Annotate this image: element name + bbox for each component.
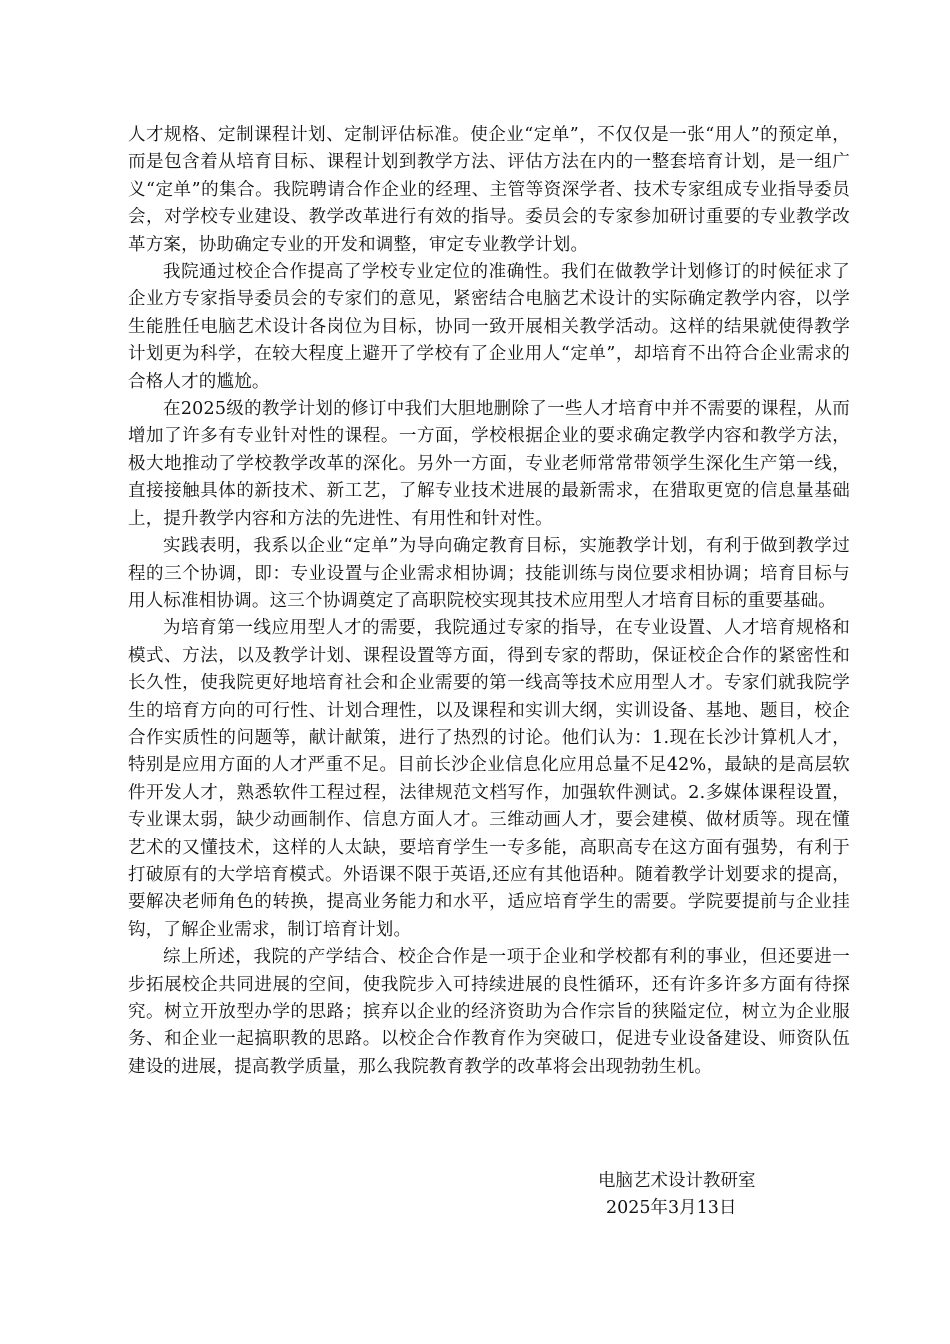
paragraph-continued: 人才规格、定制课程计划、定制评估标准。使企业“定单”，不仅仅是一张“用人”的预定单，而是包含着从培育目标、课程计划到教学方法、评估方法在内的一整套培育计划，是一组广义“定单”的集合。我院聘请合作企业的经理、主管等资深学者、技术专家组成专业指导委员会，对学校专业建设、教学改革进行有效的指导。委员会的专家参加研讨重要的专业教学改革方案，协助确定专业的开发和调整，审定专业教学计划。: [128, 125, 850, 255]
paragraph-conclusion: 综上所述，我院的产学结合、校企合作是一项于企业和学校都有利的事业，但还要进一步拓展校企共同进展的空间，使我院步入可持续进展的良性循环，还有许多许多方面有待探究。树立开放型办学的思路；摈弃以企业的经济资助为合作宗旨的狭隘定位，树立为企业服务、和企业一起搞职教的思路。以校企合作教育作为突破口，促进专业设备建设、师资队伍建设的进展，提高教学质量，那么我院教育教学的改革将会出现勃勃生机。: [128, 947, 850, 1077]
paragraph-positioning-accuracy: 我院通过校企合作提高了学校专业定位的准确性。我们在做教学计划修订的时候征求了企业方专家指导委员会的专家们的意见，紧密结合电脑艺术设计的实际确定教学内容，以学生能胜任电脑艺术设计各岗位为目标，协同一致开展相关教学活动。这样的结果就使得教学计划更为科学，在较大程度上避开了学校有了企业用人“定单”，却培育不出符合企业需求的合格人才的尴尬。: [128, 262, 850, 392]
paragraph-expert-guidance: 为培育第一线应用型人才的需要，我院通过专家的指导，在专业设置、人才培育规格和模式、方法，以及教学计划、课程设置等方面，得到专家的帮助，保证校企合作的紧密性和长久性，使我院更好地培育社会和企业需要的第一线高等技术应用型人才。专家们就我院学生的培育方向的可行性、计划合理性，以及课程和实训大纲，实训设备、基地、题目，校企合作实质性的问题等，献计献策，进行了热烈的讨论。他们认为：1.现在长沙计算机人才，特别是应用方面的人才严重不足。目前长沙企业信息化应用总量不足42%，最缺的是高层软件开发人才，熟悉软件工程过程，法律规范文档写作，加强软件测试。2.多媒体课程设置，专业课太弱，缺少动画制作、信息方面人才。三维动画人才，要会建模、做材质等。现在懂艺术的又懂技术，这样的人太缺，要培育学生一专多能，高职高专在这方面有强势，有利于打破原有的大学培育模式。外语课不限于英语,还应有其他语种。随着教学计划要求的提高，要解决老师角色的转换，提高业务能力和水平，适应培育学生的需要。学院要提前与企业挂钩，了解企业需求，制订培育计划。: [128, 618, 850, 940]
document-body: [128, 122, 850, 1081]
signature-block: [598, 1168, 818, 1222]
paragraph-curriculum-revision: 在2025级的教学计划的修订中我们大胆地删除了一些人才培育中并不需要的课程，从而增加了许多有专业针对性的课程。一方面，学校根据企业的要求确定教学内容和教学方法，极大地推动了学校教学改革的深化。另外一方面，专业老师常常带领学生深化生产第一线，直接接触具体的新技术、新工艺，了解专业技术进展的最新需求，在猎取更宽的信息量基础上，提升教学内容和方法的先进性、有用性和针对性。: [128, 399, 850, 529]
signature-date: 2025年3月13日: [606, 1198, 737, 1218]
paragraph-three-coordinations: 实践表明，我系以企业“定单”为导向确定教育目标，实施教学计划，有利于做到教学过程的三个协调，即：专业设置与企业需求相协调；技能训练与岗位要求相协调；培育目标与用人标准相协调。这三个协调奠定了高职院校实现其技术应用型人才培育目标的重要基础。: [128, 536, 850, 611]
signature-organization: 电脑艺术设计教研室: [598, 1171, 756, 1191]
